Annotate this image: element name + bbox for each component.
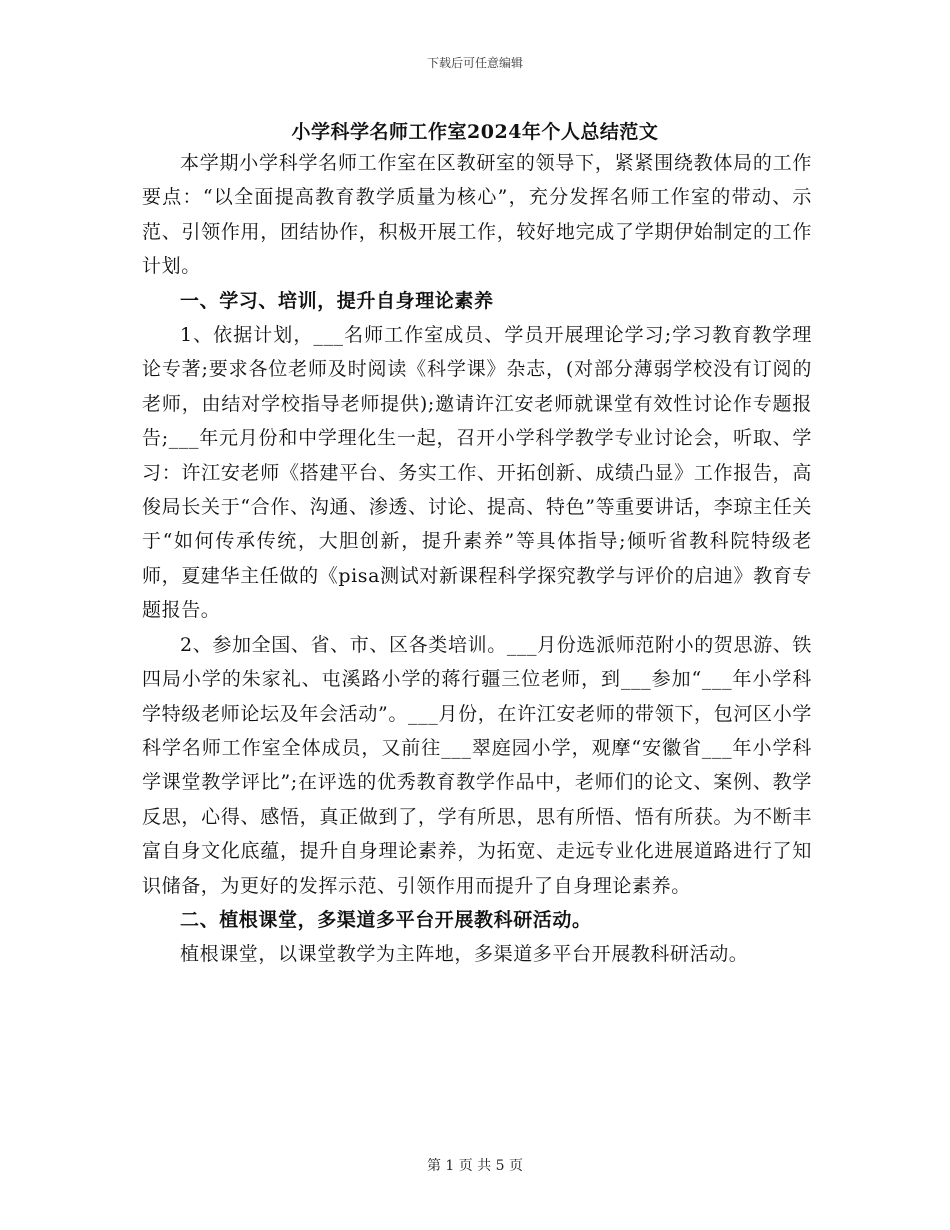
body-paragraph-1: 1、依据计划，___名师工作室成员、学员开展理论学习;学习教育教学理论专著;要求各位老师及时阅读《科学课》杂志，(对部分薄弱学校没有订阅的老师，由结对学校指导老师提供);邀请许江安老师就课堂有效性讨论作专题报告;___年元月份和中学理化生一起，召开小学科学教学专业讨论会，听取、学习：许江安老师《搭建平台、务实工作、开拓创新、成绩凸显》工作报告，高俊局长关于“合作、沟通、渗透、讨论、提高、特色”等重要讲话，李琼主任关于“如何传承传统，大胆创新，提升素养”等具体指导;倾听省教科院特级老师，夏建华主任做的《pisa测试对新课程科学探究教学与评价的启迪》教育专题报告。: [142, 324, 812, 622]
page-number: 第 1 页 共 5 页: [426, 1158, 524, 1174]
document-body: [142, 146, 812, 972]
intro-paragraph: 本学期小学科学名师工作室在区教研室的领导下，紧紧围绕教体局的工作要点：“以全面提高教育教学质量为核心”，充分发挥名师工作室的带动、示范、引领作用，团结协作，积极开展工作，较好地完成了学期伊始制定的工作计划。: [142, 152, 812, 278]
document-title: 小学科学名师工作室2024年个人总结范文: [291, 121, 659, 143]
body-paragraph-2: 2、参加全国、省、市、区各类培训。___月份选派师范附小的贺思游、铁四局小学的朱家礼、屯溪路小学的蒋行疆三位老师，到___参加“___年小学科学特级老师论坛及年会活动”。___月份，在许江安老师的带领下，包河区小学科学名师工作室全体成员，又前往___翠庭园小学，观摩“安徽省___年小学科学课堂教学评比”;在评选的优秀教育教学作品中，老师们的论文、案例、教学反思，心得、感悟，真正做到了，学有所思，思有所悟、悟有所获。为不断丰富自身文化底蕴，提升自身理论素养，为拓宽、走远专业化进展道路进行了知识储备，为更好的发挥示范、引领作用而提升了自身理论素养。: [142, 633, 812, 897]
section-heading-2: 二、植根课堂，多渠道多平台开展教科研活动。: [180, 908, 592, 931]
body-paragraph-3: 植根课堂，以课堂教学为主阵地，多渠道多平台开展教科研活动。: [180, 943, 749, 966]
header-note: 下载后可任意编辑: [426, 56, 523, 70]
section-heading-1: 一、学习、培训，提升自身理论素养: [180, 289, 494, 312]
